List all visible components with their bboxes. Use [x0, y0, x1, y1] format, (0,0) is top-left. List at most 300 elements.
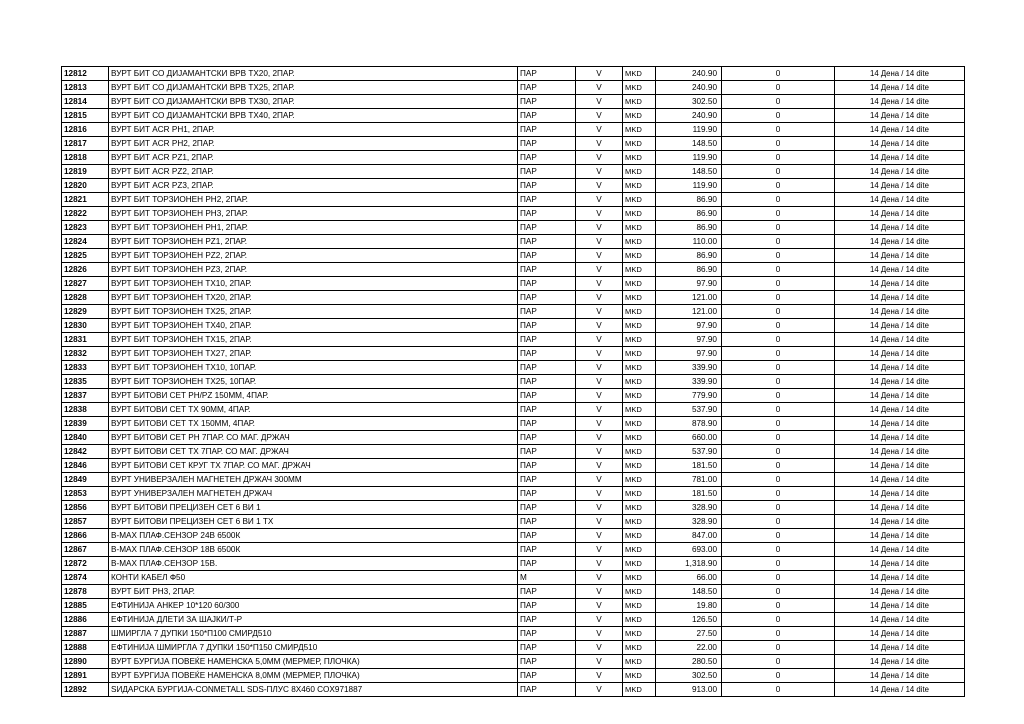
vat-cell: V — [576, 137, 623, 151]
quantity-cell: 0 — [722, 515, 835, 529]
currency-cell: MKD — [623, 361, 656, 375]
unit-cell: ПАР — [518, 445, 576, 459]
quantity-cell: 0 — [722, 585, 835, 599]
delivery-cell: 14 Дена / 14 dite — [835, 599, 965, 613]
delivery-cell: 14 Дена / 14 dite — [835, 305, 965, 319]
product-description-cell: ВУРТ БИТОВИ СЕТ ТХ 90ММ, 4ПАР. — [109, 403, 518, 417]
product-code-cell: 12829 — [62, 305, 109, 319]
price-cell: 913.00 — [656, 683, 722, 697]
table-row — [62, 81, 965, 95]
currency-cell: MKD — [623, 305, 656, 319]
unit-cell: ПАР — [518, 347, 576, 361]
unit-cell: ПАР — [518, 599, 576, 613]
quantity-cell: 0 — [722, 641, 835, 655]
vat-cell: V — [576, 179, 623, 193]
delivery-cell: 14 Дена / 14 dite — [835, 403, 965, 417]
table-row — [62, 669, 965, 683]
unit-cell: ПАР — [518, 557, 576, 571]
unit-cell: ПАР — [518, 137, 576, 151]
delivery-cell: 14 Дена / 14 dite — [835, 95, 965, 109]
unit-cell: М — [518, 571, 576, 585]
price-cell: 86.90 — [656, 221, 722, 235]
table-row — [62, 683, 965, 697]
delivery-cell: 14 Дена / 14 dite — [835, 557, 965, 571]
delivery-cell: 14 Дена / 14 dite — [835, 445, 965, 459]
product-description-cell: ЕФТИНИЈА АНКЕР 10*120 60/300 — [109, 599, 518, 613]
delivery-cell: 14 Дена / 14 dite — [835, 347, 965, 361]
unit-cell: ПАР — [518, 669, 576, 683]
vat-cell: V — [576, 627, 623, 641]
quantity-cell: 0 — [722, 81, 835, 95]
product-description-cell: ВУРТ БИТ ACR PH1, 2ПАР. — [109, 123, 518, 137]
product-code-cell: 12856 — [62, 501, 109, 515]
product-description-cell: ВУРТ БИТ СО ДИЈАМАНТСКИ ВРВ ТХ25, 2ПАР. — [109, 81, 518, 95]
quantity-cell: 0 — [722, 109, 835, 123]
product-code-cell: 12825 — [62, 249, 109, 263]
unit-cell: ПАР — [518, 627, 576, 641]
currency-cell: MKD — [623, 123, 656, 137]
unit-cell: ПАР — [518, 333, 576, 347]
quantity-cell: 0 — [722, 207, 835, 221]
quantity-cell: 0 — [722, 263, 835, 277]
product-description-cell: ВУРТ БИТОВИ СЕТ ТХ 150ММ, 4ПАР. — [109, 417, 518, 431]
product-description-cell: ВУРТ УНИВЕРЗАЛЕН МАГНЕТЕН ДРЖАЧ 300ММ — [109, 473, 518, 487]
delivery-cell: 14 Дена / 14 dite — [835, 543, 965, 557]
quantity-cell: 0 — [722, 291, 835, 305]
delivery-cell: 14 Дена / 14 dite — [835, 319, 965, 333]
table-row — [62, 529, 965, 543]
vat-cell: V — [576, 165, 623, 179]
currency-cell: MKD — [623, 515, 656, 529]
unit-cell: ПАР — [518, 95, 576, 109]
product-code-cell: 12849 — [62, 473, 109, 487]
product-code-cell: 12846 — [62, 459, 109, 473]
vat-cell: V — [576, 235, 623, 249]
quantity-cell: 0 — [722, 501, 835, 515]
currency-cell: MKD — [623, 291, 656, 305]
delivery-cell: 14 Дена / 14 dite — [835, 277, 965, 291]
table-row — [62, 179, 965, 193]
currency-cell: MKD — [623, 641, 656, 655]
product-code-cell: 12872 — [62, 557, 109, 571]
table-row — [62, 333, 965, 347]
table-row — [62, 347, 965, 361]
product-code-cell: 12853 — [62, 487, 109, 501]
quantity-cell: 0 — [722, 403, 835, 417]
quantity-cell: 0 — [722, 249, 835, 263]
currency-cell: MKD — [623, 207, 656, 221]
quantity-cell: 0 — [722, 277, 835, 291]
currency-cell: MKD — [623, 473, 656, 487]
quantity-cell: 0 — [722, 599, 835, 613]
price-cell: 97.90 — [656, 319, 722, 333]
delivery-cell: 14 Дена / 14 dite — [835, 249, 965, 263]
product-description-cell: ВУРТ БИТ ТОРЗИОНЕН PZ1, 2ПАР. — [109, 235, 518, 249]
product-code-cell: 12814 — [62, 95, 109, 109]
currency-cell: MKD — [623, 571, 656, 585]
price-cell: 22.00 — [656, 641, 722, 655]
quantity-cell: 0 — [722, 333, 835, 347]
price-cell: 328.90 — [656, 501, 722, 515]
currency-cell: MKD — [623, 585, 656, 599]
unit-cell: ПАР — [518, 417, 576, 431]
unit-cell: ПАР — [518, 305, 576, 319]
product-description-cell: ЕФТИНИЈА ДЛЕТИ ЗА ШАЈКИ/Т-Р — [109, 613, 518, 627]
product-code-cell: 12866 — [62, 529, 109, 543]
currency-cell: MKD — [623, 389, 656, 403]
vat-cell: V — [576, 109, 623, 123]
price-cell: 121.00 — [656, 291, 722, 305]
price-list-table — [61, 66, 965, 697]
product-code-cell: 12832 — [62, 347, 109, 361]
product-description-cell: ВУРТ БИТ ACR PH2, 2ПАР. — [109, 137, 518, 151]
price-cell: 86.90 — [656, 193, 722, 207]
currency-cell: MKD — [623, 557, 656, 571]
delivery-cell: 14 Дена / 14 dite — [835, 193, 965, 207]
quantity-cell: 0 — [722, 235, 835, 249]
vat-cell: V — [576, 123, 623, 137]
table-row — [62, 305, 965, 319]
unit-cell: ПАР — [518, 403, 576, 417]
quantity-cell: 0 — [722, 67, 835, 81]
price-cell: 280.50 — [656, 655, 722, 669]
unit-cell: ПАР — [518, 165, 576, 179]
vat-cell: V — [576, 543, 623, 557]
price-cell: 86.90 — [656, 249, 722, 263]
unit-cell: ПАР — [518, 487, 576, 501]
product-description-cell: ЅИДАРСКА БУРГИЈА-CONMETALL SDS-ПЛУС 8X460 COX971887 — [109, 683, 518, 697]
product-code-cell: 12838 — [62, 403, 109, 417]
table-row — [62, 613, 965, 627]
currency-cell: MKD — [623, 445, 656, 459]
table-row — [62, 235, 965, 249]
unit-cell: ПАР — [518, 81, 576, 95]
table-row — [62, 655, 965, 669]
unit-cell: ПАР — [518, 249, 576, 263]
table-row — [62, 221, 965, 235]
vat-cell: V — [576, 571, 623, 585]
unit-cell: ПАР — [518, 361, 576, 375]
currency-cell: MKD — [623, 67, 656, 81]
unit-cell: ПАР — [518, 375, 576, 389]
delivery-cell: 14 Дена / 14 dite — [835, 333, 965, 347]
price-cell: 302.50 — [656, 95, 722, 109]
currency-cell: MKD — [623, 165, 656, 179]
quantity-cell: 0 — [722, 487, 835, 501]
delivery-cell: 14 Дена / 14 dite — [835, 683, 965, 697]
table-row — [62, 459, 965, 473]
vat-cell: V — [576, 151, 623, 165]
vat-cell: V — [576, 585, 623, 599]
unit-cell: ПАР — [518, 109, 576, 123]
quantity-cell: 0 — [722, 193, 835, 207]
table-row — [62, 319, 965, 333]
currency-cell: MKD — [623, 375, 656, 389]
vat-cell: V — [576, 361, 623, 375]
product-code-cell: 12820 — [62, 179, 109, 193]
quantity-cell: 0 — [722, 361, 835, 375]
table-row — [62, 375, 965, 389]
unit-cell: ПАР — [518, 67, 576, 81]
delivery-cell: 14 Дена / 14 dite — [835, 165, 965, 179]
product-code-cell: 12840 — [62, 431, 109, 445]
product-description-cell: ВУРТ БИТ СО ДИЈАМАНТСКИ ВРВ ТХ20, 2ПАР. — [109, 67, 518, 81]
table-row — [62, 263, 965, 277]
price-cell: 86.90 — [656, 263, 722, 277]
product-code-cell: 12823 — [62, 221, 109, 235]
vat-cell: V — [576, 613, 623, 627]
vat-cell: V — [576, 193, 623, 207]
product-description-cell: ВУРТ БИТ ACR PZ1, 2ПАР. — [109, 151, 518, 165]
currency-cell: MKD — [623, 459, 656, 473]
price-cell: 240.90 — [656, 81, 722, 95]
vat-cell: V — [576, 347, 623, 361]
table-row — [62, 95, 965, 109]
table-row — [62, 515, 965, 529]
currency-cell: MKD — [623, 543, 656, 557]
product-code-cell: 12887 — [62, 627, 109, 641]
currency-cell: MKD — [623, 487, 656, 501]
price-cell: 119.90 — [656, 179, 722, 193]
currency-cell: MKD — [623, 599, 656, 613]
unit-cell: ПАР — [518, 459, 576, 473]
quantity-cell: 0 — [722, 613, 835, 627]
price-cell: 110.00 — [656, 235, 722, 249]
delivery-cell: 14 Дена / 14 dite — [835, 627, 965, 641]
price-cell: 240.90 — [656, 67, 722, 81]
delivery-cell: 14 Дена / 14 dite — [835, 459, 965, 473]
product-code-cell: 12867 — [62, 543, 109, 557]
delivery-cell: 14 Дена / 14 dite — [835, 263, 965, 277]
quantity-cell: 0 — [722, 95, 835, 109]
table-row — [62, 109, 965, 123]
price-cell: 119.90 — [656, 151, 722, 165]
delivery-cell: 14 Дена / 14 dite — [835, 571, 965, 585]
unit-cell: ПАР — [518, 179, 576, 193]
table-row — [62, 151, 965, 165]
quantity-cell: 0 — [722, 179, 835, 193]
currency-cell: MKD — [623, 221, 656, 235]
delivery-cell: 14 Дена / 14 dite — [835, 123, 965, 137]
product-description-cell: В-МАХ ПЛАФ.СЕНЗОР 24В 6500К — [109, 529, 518, 543]
product-code-cell: 12821 — [62, 193, 109, 207]
product-code-cell: 12817 — [62, 137, 109, 151]
currency-cell: MKD — [623, 333, 656, 347]
currency-cell: MKD — [623, 627, 656, 641]
product-code-cell: 12818 — [62, 151, 109, 165]
unit-cell: ПАР — [518, 319, 576, 333]
quantity-cell: 0 — [722, 473, 835, 487]
table-row — [62, 123, 965, 137]
currency-cell: MKD — [623, 95, 656, 109]
product-description-cell: ВУРТ БИТ ТОРЗИОНЕН ТХ40, 2ПАР. — [109, 319, 518, 333]
delivery-cell: 14 Дена / 14 dite — [835, 361, 965, 375]
product-description-cell: ВУРТ БИТ ТОРЗИОНЕН PH1, 2ПАР. — [109, 221, 518, 235]
price-cell: 126.50 — [656, 613, 722, 627]
table-row — [62, 361, 965, 375]
unit-cell: ПАР — [518, 683, 576, 697]
quantity-cell: 0 — [722, 683, 835, 697]
price-cell: 181.50 — [656, 487, 722, 501]
delivery-cell: 14 Дена / 14 dite — [835, 529, 965, 543]
currency-cell: MKD — [623, 655, 656, 669]
unit-cell: ПАР — [518, 193, 576, 207]
unit-cell: ПАР — [518, 543, 576, 557]
product-description-cell: В-МАХ ПЛАФ.СЕНЗОР 18В 6500К — [109, 543, 518, 557]
unit-cell: ПАР — [518, 207, 576, 221]
price-cell: 86.90 — [656, 207, 722, 221]
price-cell: 27.50 — [656, 627, 722, 641]
currency-cell: MKD — [623, 403, 656, 417]
delivery-cell: 14 Дена / 14 dite — [835, 67, 965, 81]
product-description-cell: ВУРТ БИТ ТОРЗИОНЕН PZ2, 2ПАР. — [109, 249, 518, 263]
quantity-cell: 0 — [722, 543, 835, 557]
price-cell: 878.90 — [656, 417, 722, 431]
product-description-cell: ВУРТ БУРГИЈА ПОВЕЌЕ НАМЕНСКА 8,0ММ (МЕРМЕР, ПЛОЧКА) — [109, 669, 518, 683]
price-cell: 97.90 — [656, 333, 722, 347]
price-cell: 660.00 — [656, 431, 722, 445]
table-row — [62, 431, 965, 445]
unit-cell: ПАР — [518, 641, 576, 655]
product-description-cell: ВУРТ БИТ ТОРЗИОНЕН ТХ25, 10ПАР. — [109, 375, 518, 389]
product-description-cell: ШМИРГЛА 7 ДУПКИ 150*П100 СМИРД510 — [109, 627, 518, 641]
product-code-cell: 12831 — [62, 333, 109, 347]
delivery-cell: 14 Дена / 14 dite — [835, 417, 965, 431]
price-cell: 328.90 — [656, 515, 722, 529]
currency-cell: MKD — [623, 109, 656, 123]
table-row — [62, 291, 965, 305]
product-description-cell: ВУРТ БИТ ТОРЗИОНЕН ТХ27, 2ПАР. — [109, 347, 518, 361]
product-description-cell: ВУРТ БИТ ТОРЗИОНЕН ТХ20, 2ПАР. — [109, 291, 518, 305]
table-row — [62, 165, 965, 179]
product-code-cell: 12837 — [62, 389, 109, 403]
delivery-cell: 14 Дена / 14 dite — [835, 585, 965, 599]
product-code-cell: 12885 — [62, 599, 109, 613]
quantity-cell: 0 — [722, 165, 835, 179]
unit-cell: ПАР — [518, 123, 576, 137]
vat-cell: V — [576, 319, 623, 333]
product-description-cell: ВУРТ УНИВЕРЗАЛЕН МАГНЕТЕН ДРЖАЧ — [109, 487, 518, 501]
table-row — [62, 627, 965, 641]
product-description-cell: ВУРТ БИТ ACR PZ3, 2ПАР. — [109, 179, 518, 193]
table-row — [62, 487, 965, 501]
currency-cell: MKD — [623, 529, 656, 543]
vat-cell: V — [576, 487, 623, 501]
product-description-cell: ВУРТ БИТ ТОРЗИОНЕН PH2, 2ПАР. — [109, 193, 518, 207]
vat-cell: V — [576, 221, 623, 235]
price-cell: 66.00 — [656, 571, 722, 585]
currency-cell: MKD — [623, 235, 656, 249]
price-cell: 1,318.90 — [656, 557, 722, 571]
delivery-cell: 14 Дена / 14 dite — [835, 109, 965, 123]
vat-cell: V — [576, 669, 623, 683]
currency-cell: MKD — [623, 179, 656, 193]
table-row — [62, 445, 965, 459]
delivery-cell: 14 Дена / 14 dite — [835, 515, 965, 529]
delivery-cell: 14 Дена / 14 dite — [835, 473, 965, 487]
quantity-cell: 0 — [722, 389, 835, 403]
table-row — [62, 277, 965, 291]
unit-cell: ПАР — [518, 529, 576, 543]
delivery-cell: 14 Дена / 14 dite — [835, 179, 965, 193]
product-description-cell: В-МАХ ПЛАФ.СЕНЗОР 15В. — [109, 557, 518, 571]
currency-cell: MKD — [623, 151, 656, 165]
delivery-cell: 14 Дена / 14 dite — [835, 669, 965, 683]
product-description-cell: КОНТИ КАБЕЛ Ф50 — [109, 571, 518, 585]
table-row — [62, 585, 965, 599]
quantity-cell: 0 — [722, 557, 835, 571]
product-code-cell: 12813 — [62, 81, 109, 95]
product-code-cell: 12815 — [62, 109, 109, 123]
product-description-cell: ВУРТ БИТ ТОРЗИОНЕН ТХ15, 2ПАР. — [109, 333, 518, 347]
delivery-cell: 14 Дена / 14 dite — [835, 613, 965, 627]
unit-cell: ПАР — [518, 501, 576, 515]
table-row — [62, 641, 965, 655]
currency-cell: MKD — [623, 613, 656, 627]
price-cell: 847.00 — [656, 529, 722, 543]
product-code-cell: 12874 — [62, 571, 109, 585]
vat-cell: V — [576, 95, 623, 109]
vat-cell: V — [576, 599, 623, 613]
quantity-cell: 0 — [722, 375, 835, 389]
currency-cell: MKD — [623, 137, 656, 151]
product-code-cell: 12842 — [62, 445, 109, 459]
product-description-cell: ВУРТ БИТОВИ СЕТ КРУГ ТХ 7ПАР. СО МАГ. ДРЖАЧ — [109, 459, 518, 473]
product-code-cell: 12822 — [62, 207, 109, 221]
product-description-cell: ВУРТ БИТ PH3, 2ПАР. — [109, 585, 518, 599]
quantity-cell: 0 — [722, 445, 835, 459]
currency-cell: MKD — [623, 431, 656, 445]
price-cell: 781.00 — [656, 473, 722, 487]
delivery-cell: 14 Дена / 14 dite — [835, 207, 965, 221]
table-row — [62, 137, 965, 151]
delivery-cell: 14 Дена / 14 dite — [835, 81, 965, 95]
table-row — [62, 571, 965, 585]
product-code-cell: 12819 — [62, 165, 109, 179]
price-cell: 339.90 — [656, 361, 722, 375]
price-cell: 537.90 — [656, 445, 722, 459]
product-description-cell: ВУРТ БИТОВИ СЕТ PH/PZ 150ММ, 4ПАР. — [109, 389, 518, 403]
quantity-cell: 0 — [722, 459, 835, 473]
vat-cell: V — [576, 683, 623, 697]
unit-cell: ПАР — [518, 235, 576, 249]
table-row — [62, 501, 965, 515]
unit-cell: ПАР — [518, 221, 576, 235]
product-description-cell: ВУРТ БИТОВИ СЕТ ТХ 7ПАР. СО МАГ. ДРЖАЧ — [109, 445, 518, 459]
product-description-cell: ЕФТИНИЈА ШМИРГЛА 7 ДУПКИ 150*П150 СМИРД510 — [109, 641, 518, 655]
vat-cell: V — [576, 417, 623, 431]
vat-cell: V — [576, 67, 623, 81]
product-code-cell: 12892 — [62, 683, 109, 697]
table-row — [62, 599, 965, 613]
currency-cell: MKD — [623, 249, 656, 263]
table-row — [62, 207, 965, 221]
currency-cell: MKD — [623, 417, 656, 431]
vat-cell: V — [576, 473, 623, 487]
vat-cell: V — [576, 459, 623, 473]
quantity-cell: 0 — [722, 669, 835, 683]
vat-cell: V — [576, 333, 623, 347]
unit-cell: ПАР — [518, 151, 576, 165]
product-code-cell: 12833 — [62, 361, 109, 375]
price-cell: 537.90 — [656, 403, 722, 417]
delivery-cell: 14 Дена / 14 dite — [835, 655, 965, 669]
product-description-cell: ВУРТ БИТОВИ ПРЕЦИЗЕН СЕТ 6 ВИ 1 ТХ — [109, 515, 518, 529]
unit-cell: ПАР — [518, 473, 576, 487]
product-description-cell: ВУРТ БИТ СО ДИЈАМАНТСКИ ВРВ ТХ40, 2ПАР. — [109, 109, 518, 123]
price-cell: 779.90 — [656, 389, 722, 403]
vat-cell: V — [576, 389, 623, 403]
